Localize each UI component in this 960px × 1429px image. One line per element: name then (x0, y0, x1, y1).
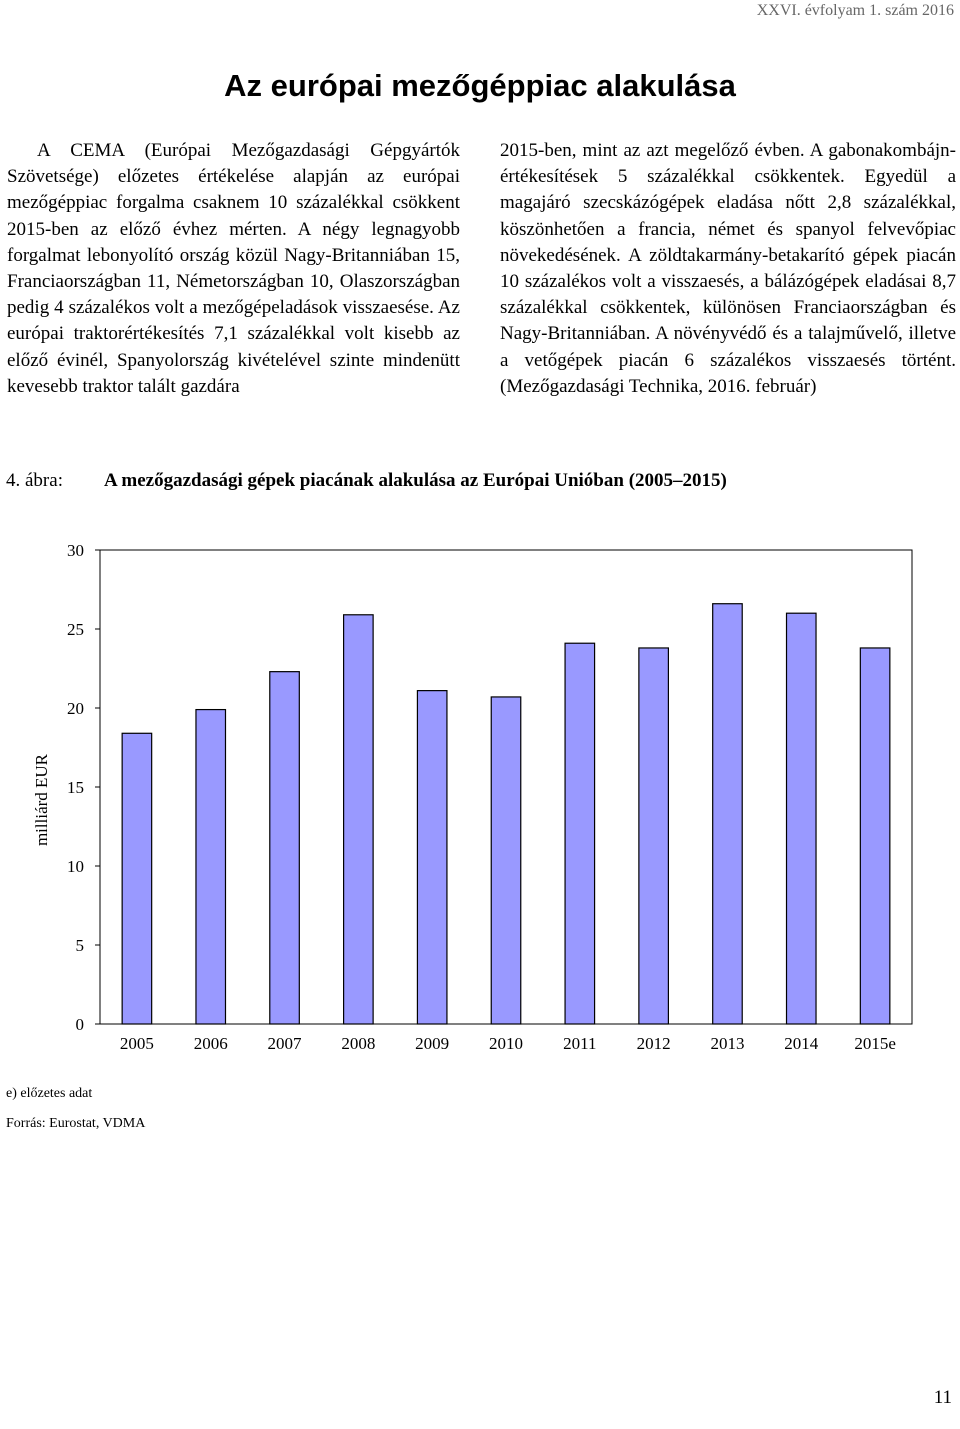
y-tick-label: 10 (67, 857, 84, 876)
bar (787, 613, 817, 1024)
x-tick-label: 2007 (267, 1034, 302, 1053)
bar (196, 710, 226, 1024)
y-tick-label: 0 (75, 1015, 84, 1034)
y-tick-label: 25 (67, 620, 84, 639)
y-tick-label: 30 (67, 541, 84, 560)
x-tick-label: 2010 (489, 1034, 523, 1053)
x-tick-label: 2013 (710, 1034, 745, 1053)
bar (639, 648, 669, 1024)
page-number: 11 (933, 1387, 952, 1408)
figure-number: 4. ábra: (6, 470, 63, 491)
body-column-right (500, 138, 956, 400)
page-title: Az európai mezőgéppiac alakulása (224, 68, 736, 103)
bar (417, 691, 447, 1024)
x-tick-label: 2012 (636, 1034, 671, 1053)
y-tick-label: 20 (67, 699, 84, 718)
y-tick-label: 5 (75, 936, 84, 955)
bar (565, 643, 595, 1024)
issue-header: XXVI. évfolyam 1. szám 2016 (756, 2, 954, 19)
bar (122, 733, 152, 1024)
bar (491, 697, 521, 1024)
x-tick-label: 2011 (563, 1034, 597, 1053)
bar (860, 648, 890, 1024)
x-tick-label: 2014 (784, 1034, 819, 1053)
x-tick-label: 2015e (854, 1034, 896, 1053)
body-paragraph-left: A CEMA (Európai Mezőgazdasági Gépgyártók Szövetsége) előzetes értékelése alapján az európai mezőgéppiac forgalma csaknem 10 százalékkal csökkent 2015-ben az előző évhez mérten. A négy legnagyobb forgalmat lebonyolító ország közül Nagy-Britanniában 15, Franciaországban 11, Németországban 10, Olaszországban pedig 4 százalékos volt a mezőgépeladások visszaesése. Az európai traktorértékesítés 7,1 százalékkal volt kisebb az előző évinél, Spanyolország kivételével szinte mindenütt kevesebb traktor talált gazdára (7, 140, 460, 397)
bar (713, 604, 743, 1024)
figure-title: A mezőgazdasági gépek piacának alakulása az Európai Unióban (2005–2015) (104, 470, 727, 491)
figure-caption (6, 470, 956, 492)
x-tick-label: 2005 (119, 1034, 154, 1053)
bar (270, 672, 300, 1024)
x-tick-label: 2009 (415, 1034, 450, 1053)
y-tick-label: 15 (67, 778, 84, 797)
x-tick-label: 2008 (341, 1034, 376, 1053)
bar-chart (0, 530, 960, 1070)
estimate-note: e) előzetes adat (6, 1086, 93, 1101)
x-tick-label: 2006 (193, 1034, 228, 1053)
body-paragraph-right: 2015-ben, mint az azt megelőző évben. A gabonakombájn-értékesítések 5 százalékkal csökkentek. Egyedül a magajáró szecskázógépek eladása nőtt 2,8 százalékkal, köszönhetően a francia, német és spanyol felvevőpiac növekedésének. A zöldtakarmány-betakarító gépek piacán 10 százalékos volt a visszaesés, a bálázógépek eladásai 8,7 százalékkal csökkentek, különösen Franciaországban és Nagy-Britanniában. A növényvédő és a talajművelő, illetve a vetőgépek piacán 6 százalékos visszaesés történt. (Mezőgazdasági Technika, 2016. február) (500, 140, 956, 397)
bar (344, 615, 374, 1024)
source-note: Forrás: Eurostat, VDMA (6, 1116, 146, 1131)
chart-y-axis-label-text: milliárd EUR (32, 753, 51, 847)
body-column-left (7, 138, 460, 400)
